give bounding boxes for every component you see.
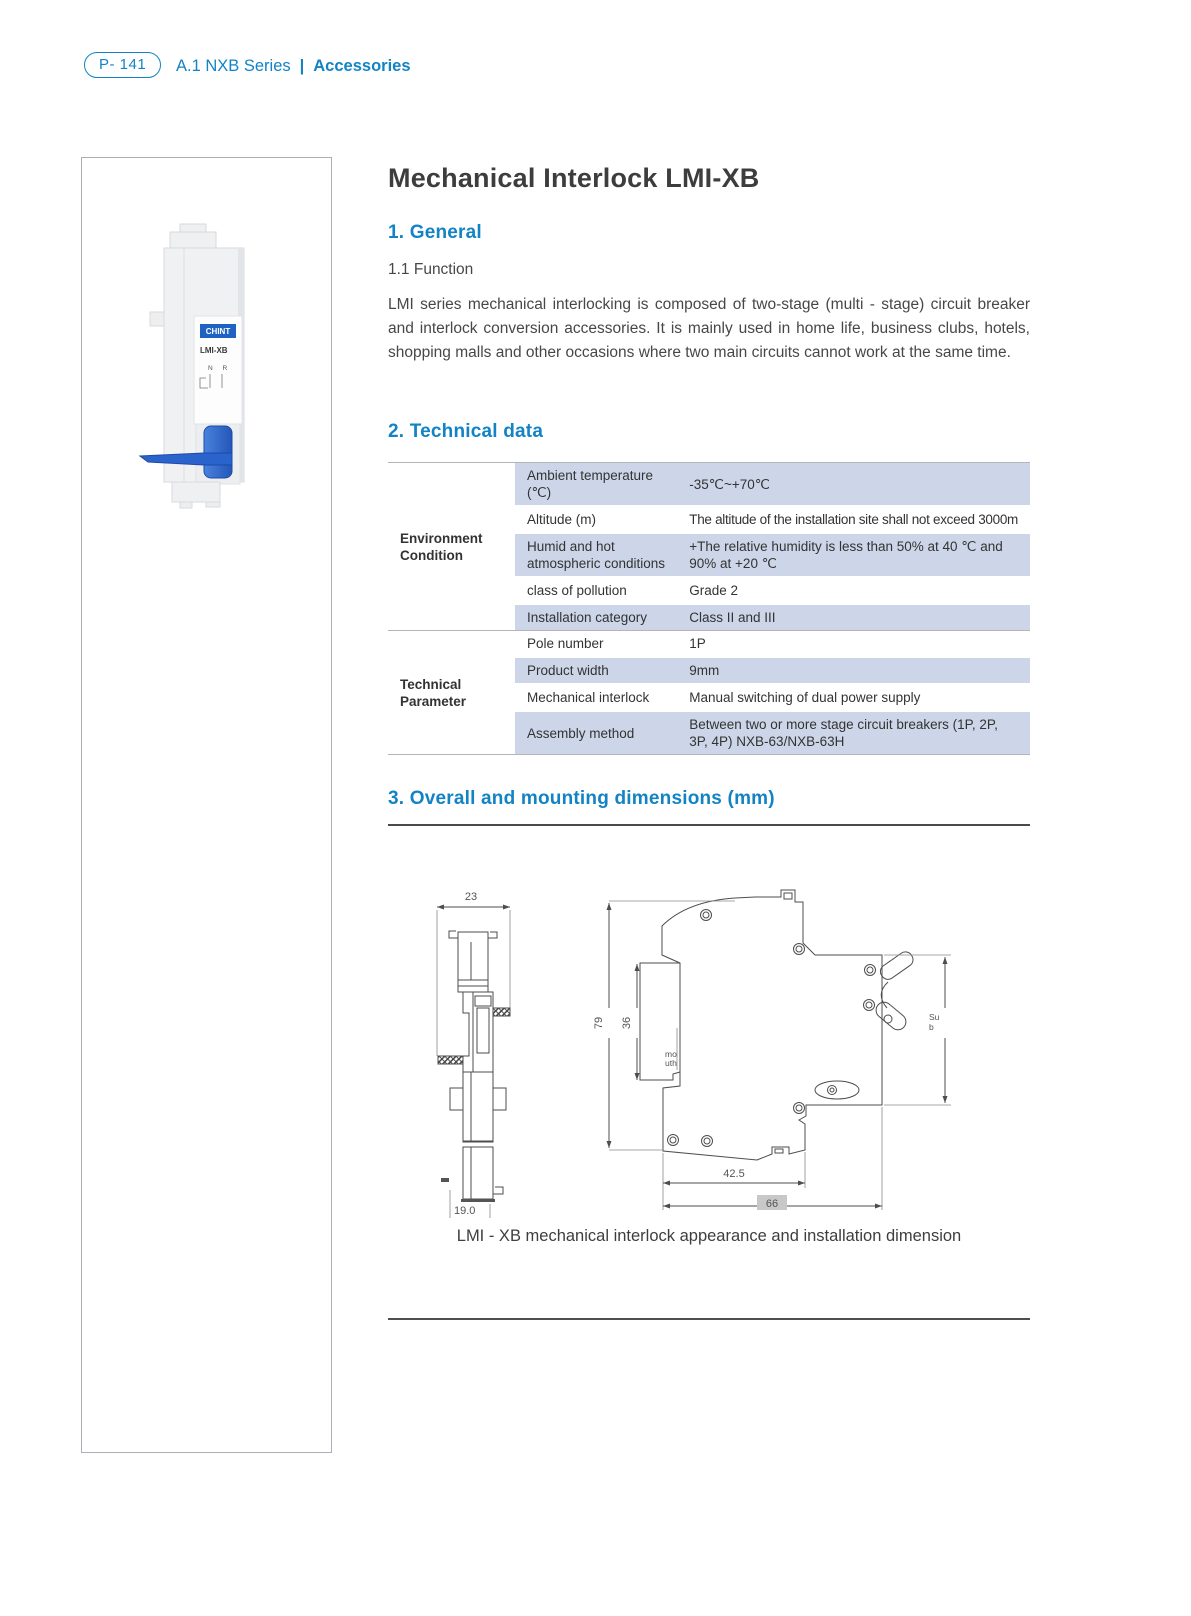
product-photo — [110, 220, 300, 515]
terminal-marks: N R — [208, 365, 232, 372]
table-row: class of pollution Grade 2 — [388, 578, 1030, 605]
dimension-drawing-side-view — [405, 858, 535, 1218]
dim-42-5: 42.5 — [723, 1168, 745, 1180]
table-row: Product width 9mm — [388, 658, 1030, 685]
dim-66: 66 — [765, 1198, 779, 1210]
product-image-frame — [81, 157, 332, 1453]
divider-rule — [388, 824, 1030, 826]
dim-79: 79 — [593, 1016, 605, 1030]
section1-paragraph: LMI series mechanical interlocking is composed of two-stage (multi - stage) circuit breaker and interlock conversion accessories. It is mainly used in home life, business clubs, hotels, shopping malls and other occasions where two main circuits cannot work at the same time. — [388, 296, 1030, 361]
dim-19-0: 19.0 — [454, 1205, 476, 1217]
technical-data-table — [388, 462, 1030, 755]
dim-right-line1: Su — [929, 1012, 940, 1022]
dim-mouth-line2: uth — [665, 1058, 677, 1068]
dim-36: 36 — [621, 1016, 633, 1030]
breadcrumb — [176, 57, 411, 76]
dimension-drawing-profile-view — [585, 858, 960, 1218]
screw-holes — [668, 910, 876, 1147]
section1-heading: 1. General — [388, 222, 482, 243]
divider-rule — [388, 1318, 1030, 1320]
section1-subheading: 1.1 Function — [388, 261, 474, 278]
table-row: Mechanical interlock Manual switching of dual power supply — [388, 685, 1030, 712]
table-row: Technical Parameter Pole number 1P — [388, 630, 1030, 658]
page-number-badge: P- 141 — [84, 52, 161, 78]
breadcrumb-series: A.1 NXB Series — [176, 57, 291, 75]
toggle-handle — [204, 426, 232, 478]
figure-caption: LMI - XB mechanical interlock appearance and installation dimension — [456, 1227, 962, 1245]
dim-23: 23 — [464, 891, 478, 903]
table-row: Assembly method Between two or more stage circuit breakers (1P, 2P, 3P, 4P) NXB-63/NXB-63H — [388, 712, 1030, 754]
breadcrumb-divider: | — [299, 57, 305, 75]
section2-heading: 2. Technical data — [388, 421, 544, 442]
page-title: Mechanical Interlock LMI-XB — [388, 163, 760, 193]
table-row: Altitude (m) The altitude of the installation site shall not exceed 3000m — [388, 507, 1030, 534]
dim-mouth-line1: mo — [665, 1049, 677, 1059]
group-label: Technical Parameter — [388, 630, 515, 754]
group-label: Environment Condition — [388, 463, 515, 630]
breadcrumb-section: Accessories — [313, 57, 411, 75]
table-row: Installation category Class II and III — [388, 605, 1030, 630]
dim-right-line2: b — [929, 1022, 934, 1032]
table-row: Environment Condition Ambient temperature (℃) -35℃~+70℃ — [388, 463, 1030, 507]
model-text: LMI-XB — [200, 346, 228, 355]
brand-text: CHINT — [205, 327, 231, 336]
interlock-lever — [140, 453, 232, 465]
table-row: Humid and hot atmospheric conditions +The relative humidity is less than 50% at 40 ℃ and 90% at +20 ℃ — [388, 534, 1030, 578]
section3-heading: 3. Overall and mounting dimensions (mm) — [388, 788, 775, 809]
